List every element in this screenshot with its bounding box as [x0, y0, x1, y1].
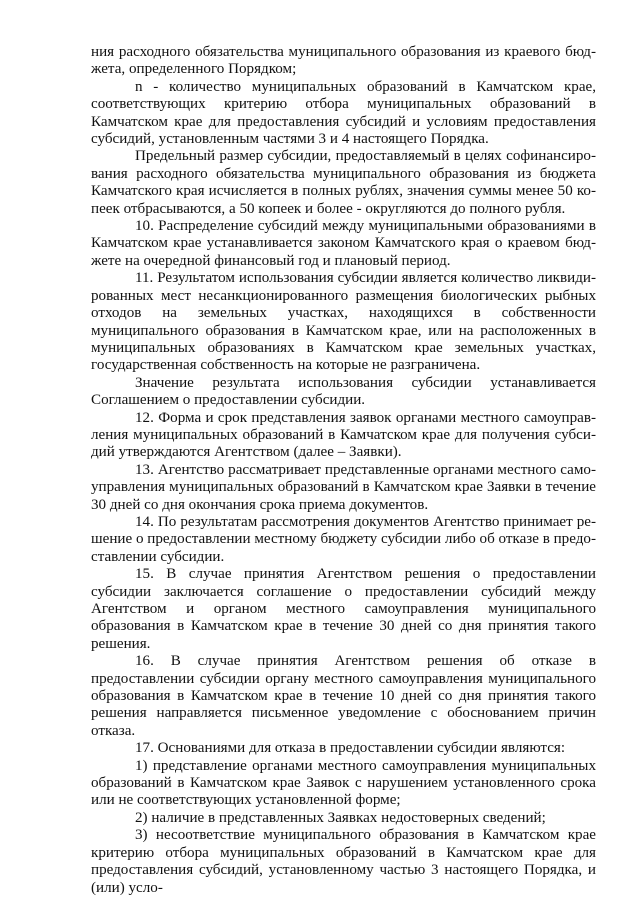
paragraph-continuation: ния расходного обязательства муниципального образования из краевого бюджета, определенного Порядком;: [91, 44, 596, 78]
paragraph-11: 11. Результатом использования субсидии является количество ликвидированных мест несанкционированного размещения биологических рыбных отходов на земельных участках, находящихся в собственности муниципального образования в Камчатском крае, или на расположенных в муниципальных образованиях в Камчатском крае земельных участках, государственная собственность на которые не разграничена.: [91, 270, 596, 374]
list-item-2: 2) наличие в представленных Заявках недостоверных сведений;: [135, 809, 546, 826]
paragraph-max-subsidy: Предельный размер субсидии, предоставляемый в целях софинансирования расходного обязательства муниципального образования из бюджета Камчатского края исчисляется в полных рублях, значения суммы менее 50 копеек отбрасываются, а 50 копеек и более - округляются до полного рубля.: [91, 148, 596, 217]
paragraph-n-definition: n - количество муниципальных образований в Камчатском крае, соответствующих критерию отбора муниципальных образований в Камчатском крае для предоставления субсидий и условиям предоставления субсидий, установленным частями 3 и 4 настоящего Порядка.: [91, 78, 596, 148]
paragraph-result-value: Значение результата использования субсидии устанавливается Соглашением о предоставлении субсидии.: [91, 374, 596, 409]
paragraph-17: 17. Основаниями для отказа в предоставлении субсидии являются:: [135, 740, 566, 757]
paragraph-10: 10. Распределение субсидий между муниципальными образованиями в Камчатском крае устанавливается законом Камчатского края о краевом бюджете на очередной финансовый год и плановый период.: [91, 218, 596, 269]
paragraph-13: 13. Агентство рассматривает представленные органами местного самоуправления муниципальных образований в Камчатском крае Заявки в течение 30 дней со дня окончания срока приема документов.: [91, 461, 596, 513]
paragraph-15: 15. В случае принятия Агентством решения о предоставлении субсидии заключается соглашение о предоставлении субсидий между Агентством и органом местного самоуправления муниципального образования в Камчатском крае в течение 30 дней со дня принятия такого решения.: [91, 566, 596, 652]
paragraph-16: 16. В случае принятия Агентством решения об отказе в предоставлении субсидии органу местного самоуправления муниципального образования в Камчатском крае в течение 10 дней со дня принятия такого решения направляется письменное уведомление с обоснованием причин отказа.: [91, 653, 596, 739]
paragraph-12: 12. Форма и срок представления заявок органами местного самоуправления муниципальных образований в Камчатском крае для получения субсидий утверждаются Агентством (далее – Заявки).: [91, 409, 596, 461]
list-item-1: 1) представление органами местного самоуправления муниципальных образований в Камчатском крае Заявок с нарушением установленного срока или не соответствующих установленной форме;: [91, 757, 596, 809]
document-page: [91, 44, 596, 897]
paragraph-14: 14. По результатам рассмотрения документов Агентство принимает решение о предоставлении местному бюджету субсидии либо об отказе в предоставлении субсидии.: [91, 513, 596, 565]
list-item-3: 3) несоответствие муниципального образования в Камчатском крае критерию отбора муниципальных образований в Камчатском крае для предоставления субсидий, установленному частью 3 настоящего Порядка, и (или) усло-: [91, 827, 596, 896]
